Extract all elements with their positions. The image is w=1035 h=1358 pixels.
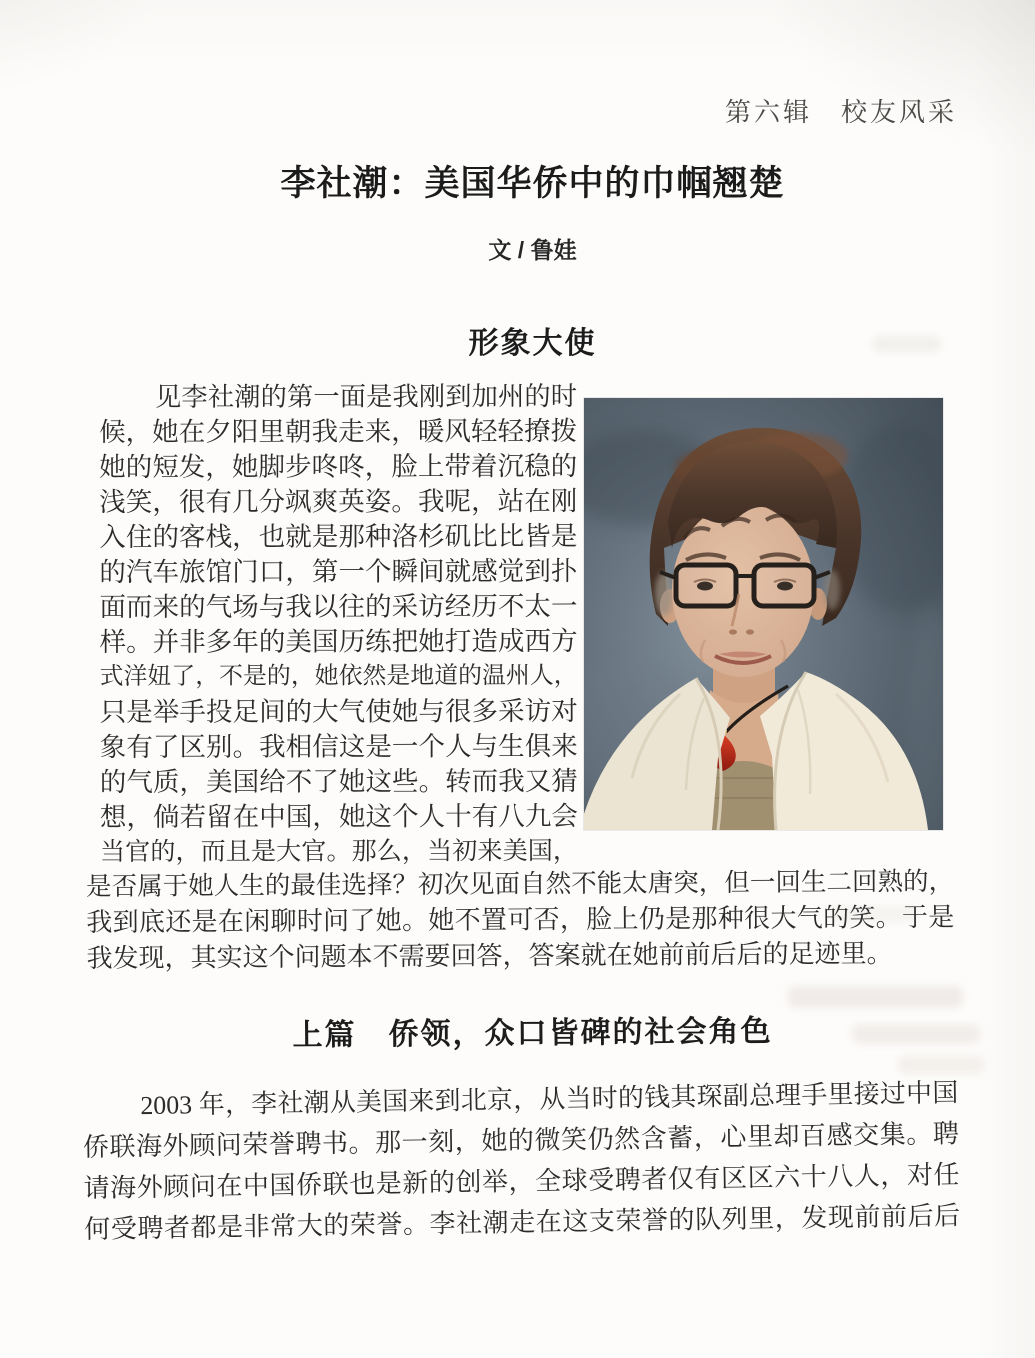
body-text-line: 侨联海外顾问荣誉聘书。那一刻，她的微笑仍然含蓄，心里却百感交集。聘 <box>82 1119 960 1162</box>
body-text-line: 浅笑，很有几分飒爽英姿。我呢，站在刚 <box>99 485 578 517</box>
body-text-line: 2003 年，李社潮从美国来到北京，从当时的钱其琛副总理手里接过中国 <box>140 1078 959 1121</box>
body-text-line: 何受聘者都是非常大的荣誉。李社潮走在这支荣誉的队列里，发现前前后后 <box>84 1201 961 1244</box>
byline: 文 / 鲁娃 <box>488 237 577 263</box>
body-text-line: 象有了区别。我相信这是一个人与生俱来 <box>99 730 578 762</box>
body-text-line: 我发现，其实这个问题本不需要回答，答案就在她前前后后的足迹里。 <box>86 939 893 973</box>
body-text-line: 面而来的气场与我以往的采访经历不太一 <box>99 590 578 622</box>
bleedthrough-mark <box>898 1056 984 1074</box>
bleedthrough-mark <box>872 336 942 352</box>
portrait-illustration <box>584 398 943 830</box>
bleedthrough-mark <box>828 906 918 922</box>
body-text-line: 她的短发，她脚步咚咚，脸上带着沉稳的 <box>99 450 578 482</box>
body-text-line: 样。并非多年的美国历练把她打造成西方 <box>99 625 578 657</box>
body-text-line: 候，她在夕阳里朝我走来，暖风轻轻撩拨 <box>99 415 578 447</box>
body-text-line: 的气质，美国给不了她这些。转而我又猜 <box>99 765 578 797</box>
body-text-line: 想，倘若留在中国，她这个人十有八九会 <box>99 800 578 832</box>
body-text-line: 见李社潮的第一面是我刚到加州的时 <box>155 381 578 412</box>
article-title: 李社潮：美国华侨中的巾帼翘楚 <box>280 164 785 203</box>
paragraph-1-column <box>99 379 578 870</box>
body-text-line: 入住的客栈，也就是那种洛杉矶比比皆是 <box>99 520 578 552</box>
portrait-photo <box>584 398 943 830</box>
body-text-line: 当官的，而且是大官。那么，当初来美国， <box>99 837 579 866</box>
bleedthrough-mark <box>788 986 963 1008</box>
body-text-line: 是否属于她人生的最佳选择？初次见面自然不能太唐突，但一回生二回熟的， <box>86 866 955 901</box>
paragraph-1-full-width <box>86 864 955 977</box>
section-heading-2: 上篇 侨领，众口皆碑的社会角色 <box>292 1014 773 1053</box>
body-text-line: 我到底还是在闲聊时问了她。她不置可否，脸上仍是那种很大气的笑。于是 <box>86 902 955 937</box>
body-text-line: 请海外顾问在中国侨联也是新的创举，全球受聘者仅有区区六十八人，对任 <box>83 1160 960 1203</box>
body-text-line: 的汽车旅馆门口，第一个瞬间就感觉到扑 <box>99 555 578 587</box>
section-heading-1: 形象大使 <box>468 327 597 360</box>
bleedthrough-mark <box>852 1024 980 1044</box>
running-header: 第六辑 校友风采 <box>724 98 957 127</box>
body-text-line: 式洋妞了，不是的，她依然是地道的温州人， <box>99 662 578 690</box>
body-text-line: 只是举手投足间的大气使她与很多采访对 <box>99 695 578 727</box>
paragraph-2 <box>82 1072 960 1250</box>
